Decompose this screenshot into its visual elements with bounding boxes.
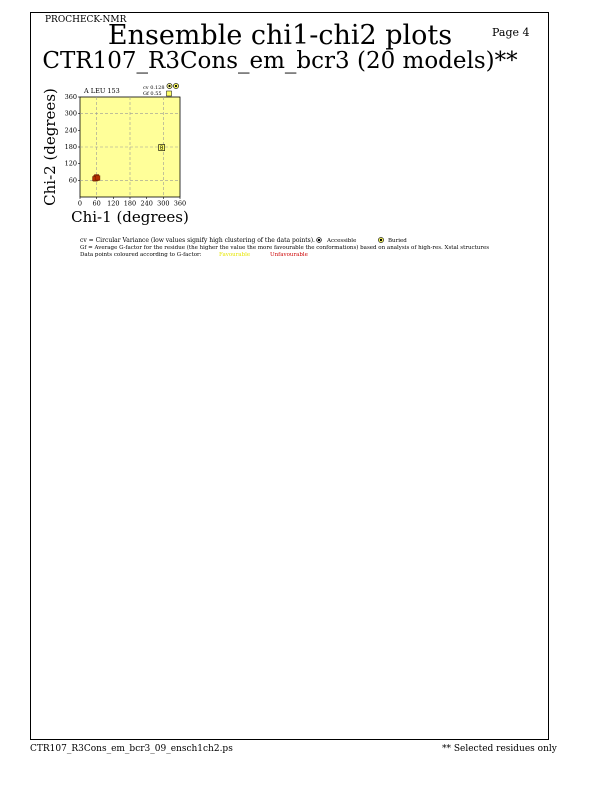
x-tick-label: 240	[140, 199, 153, 208]
cv-label: cv 0.128	[143, 85, 165, 91]
legend-gf-text: Gf = Average G-factor for the residue (the higher the value the more favourable the conformations) based on analysis of high-res. Xstal structures	[80, 245, 490, 251]
y-axis-label: Chi-2 (degrees)	[41, 88, 59, 206]
cv-buried-icon	[173, 83, 178, 88]
legend-colour-text: Data points coloured according to G-factor:	[80, 252, 202, 258]
x-tick-label: 0	[77, 199, 83, 208]
highlight-point-label: B	[159, 145, 164, 152]
x-tick-label: 360	[173, 199, 187, 208]
footer-note: ** Selected residues only	[442, 744, 557, 754]
y-tick-label: 360	[64, 93, 77, 101]
x-axis-label: Chi-1 (degrees)	[71, 208, 189, 226]
buried-icon	[378, 237, 383, 242]
y-tick-label: 300	[64, 109, 77, 118]
panel-label: A LEU 153	[84, 87, 120, 95]
legend-cv-text: cv = Circular Variance (low values signify high clustering of the data points).	[80, 237, 315, 244]
x-tick-label: 180	[123, 199, 137, 208]
x-tick-label: 300	[157, 199, 170, 208]
legend-buried-label: Buried	[388, 238, 407, 244]
y-tick-label: 60	[68, 176, 77, 185]
footer-filename: CTR107_R3Cons_em_bcr3_09_ensch1ch2.ps	[30, 744, 233, 754]
gf-label: Gf 0.55	[143, 91, 162, 97]
legend-unfavourable-label: Unfavourable	[270, 252, 308, 258]
page-title: Ensemble chi1-chi2 plots	[107, 20, 453, 51]
accessible-icon	[317, 238, 322, 243]
program-label: PROCHECK-NMR	[45, 15, 127, 25]
y-tick-label: 180	[64, 143, 77, 151]
gf-swatch	[167, 91, 172, 96]
y-tick-label: 120	[64, 159, 77, 168]
legend-accessible-label: Accessible	[327, 238, 357, 244]
page-number: Page 4	[492, 26, 530, 39]
data-point	[96, 176, 100, 180]
legend-favourable-label: Favourable	[219, 252, 251, 258]
x-tick-label: 60	[92, 199, 101, 208]
x-tick-label: 120	[107, 199, 120, 208]
y-tick-label: 240	[64, 126, 77, 135]
cv-accessible-icon	[167, 83, 172, 88]
page-subtitle: CTR107_R3Cons_em_bcr3 (20 models)**	[42, 48, 518, 74]
